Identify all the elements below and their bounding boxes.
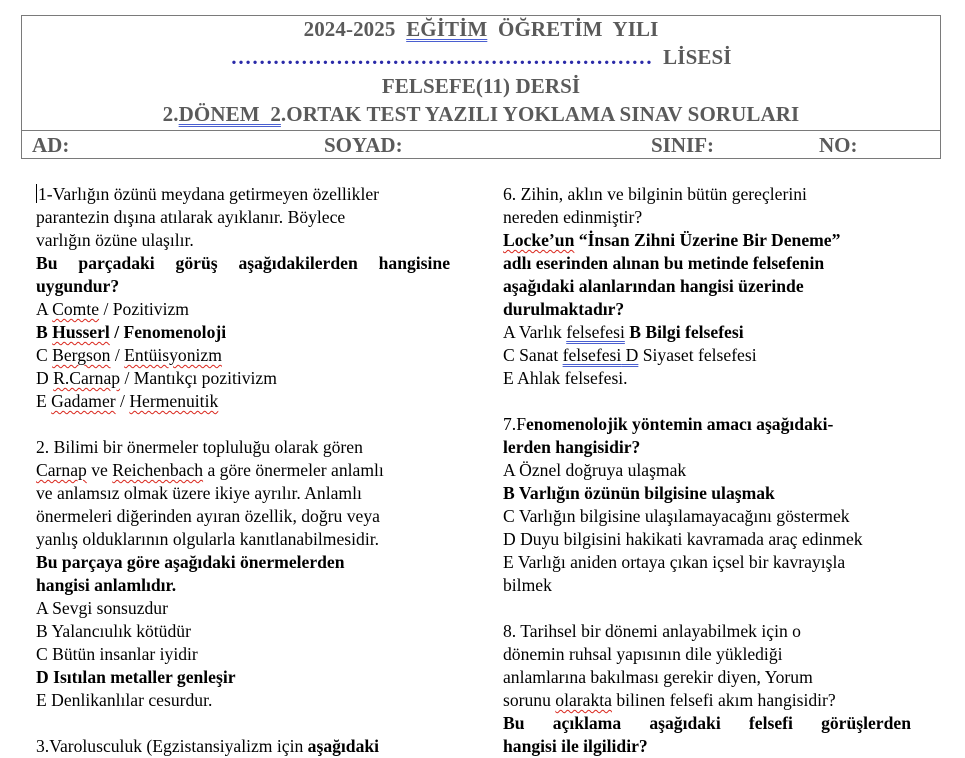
question-stem-line: durulmaktadır?: [503, 299, 625, 319]
school-suffix: LİSESİ: [652, 45, 732, 69]
header-ogretim-text: ÖĞRETİM YILI: [487, 17, 659, 41]
option-b[interactable]: B Husserl / Fenomenoloji: [36, 322, 227, 342]
question-8: [503, 620, 911, 758]
header-year-text: 2024-2025: [303, 17, 407, 41]
header-exam-line: [22, 102, 940, 127]
option-c[interactable]: C Varlığın bilgisine ulaşılamayacağını göstermek: [503, 506, 850, 526]
question-text-line: yanlış olduklarının olgularla kanıtlanabilmesidir.: [36, 529, 380, 549]
option-e-continued[interactable]: bilmek: [503, 575, 552, 595]
number-field-label[interactable]: NO:: [819, 133, 858, 157]
question-text-line: dönemin ruhsal yapısının dile yüklediği: [503, 644, 783, 664]
question-6: [503, 183, 911, 390]
question-stem-line: Bu açıklama aşağıdaki felsefi görüşlerden: [503, 713, 911, 733]
name-field-label[interactable]: AD:: [32, 133, 70, 157]
question-2: [36, 436, 450, 712]
header-school-line: [22, 45, 940, 70]
question-text-line: sorunu olarakta bilinen felsefi akım hangisidir?: [503, 690, 836, 710]
question-stem-line: adlı eserinden alınan bu metinde felsefenin: [503, 253, 825, 273]
question-stem-line: hangisi anlamlıdır.: [36, 575, 177, 595]
question-stem-line: Locke’un “İnsan Zihni Üzerine Bir Deneme”: [503, 230, 841, 250]
question-stem-line: lerden hangisidir?: [503, 437, 641, 457]
school-name-blank[interactable]: ……………………………………………………: [230, 45, 653, 69]
question-stem-line: aşağıdaki alanlarından hangisi üzerinde: [503, 276, 804, 296]
question-text-line: önermeleri diğerinden ayıran özellik, doğru veya: [36, 506, 380, 526]
question-7: [503, 413, 911, 597]
option-b[interactable]: B Yalancıulık kötüdür: [36, 621, 191, 641]
header-egitim-word: EĞİTİM: [406, 17, 488, 41]
question-text-line: 8. Tarihsel bir dönemi anlayabilmek için o: [503, 621, 801, 641]
option-e[interactable]: E Gadamer / Hermenuitik: [36, 391, 219, 411]
option-b[interactable]: B Bilgi felsefesi: [629, 322, 744, 342]
question-text-line: Carnap ve Reichenbach a göre önermeler anlamlı: [36, 460, 384, 480]
option-d[interactable]: D R.Carnap / Mantıkçı pozitivizm: [36, 368, 277, 388]
exam-title-text: .ORTAK TEST YAZILI YOKLAMA SINAV SORULARI: [280, 102, 800, 126]
spacer: [503, 597, 911, 620]
info-divider: [22, 130, 940, 131]
question-text-line: ve anlamsız olmak üzere ikiye ayrılır. Anlamlı: [36, 483, 362, 503]
question-text-line: parantezin dışına atılarak ayıklanır. Böylece: [36, 207, 346, 227]
question-text-line: anlamlarına bakılması gerekir diyen, Yorum: [503, 667, 813, 687]
option-a[interactable]: A Varlık felsefesi: [503, 322, 625, 342]
question-stem-line: hangisi ile ilgilidir?: [503, 736, 648, 756]
option-a[interactable]: A Sevgi sonsuzdur: [36, 598, 168, 618]
option-row-c-d: [503, 344, 911, 367]
exam-term-number: 2.: [162, 102, 179, 126]
question-text-line: 2. Bilimi bir önermeler topluluğu olarak gören: [36, 437, 363, 457]
class-field-label[interactable]: SINIF:: [651, 133, 715, 157]
question-text-line: nereden edinmiştir?: [503, 207, 643, 227]
option-row-a-b: [503, 321, 911, 344]
option-e[interactable]: E Denlikanlılar cesurdur.: [36, 690, 213, 710]
option-c[interactable]: C Sanat felsefesi: [503, 345, 622, 365]
right-column: [503, 183, 911, 758]
option-a[interactable]: A Öznel doğruya ulaşmak: [503, 460, 687, 480]
option-e[interactable]: E Ahlak felsefesi.: [503, 368, 628, 388]
option-c[interactable]: C Bergson / Entüisyonizm: [36, 345, 222, 365]
exam-term-word: DÖNEM 2: [178, 102, 281, 126]
question-text-line: 1-Varlığın özünü meydana getirmeyen özellikler: [38, 184, 379, 204]
option-d[interactable]: D Siyaset felsefesi: [621, 345, 757, 365]
text-cursor: [36, 184, 37, 203]
exam-header: [21, 15, 941, 159]
left-column: [36, 183, 450, 758]
question-stem-line: uygundur?: [36, 276, 120, 296]
question-stem-line: 7.Fenomenolojik yöntemin amacı aşağıdaki-: [503, 414, 834, 434]
option-a[interactable]: A Comte / Pozitivizm: [36, 299, 189, 319]
surname-field-label[interactable]: SOYAD:: [324, 133, 403, 157]
option-b[interactable]: B Varlığın özünün bilgisine ulaşmak: [503, 483, 775, 503]
header-year-line: [22, 17, 940, 42]
question-text-line: 6. Zihin, aklın ve bilginin bütün gereçlerini: [503, 184, 807, 204]
spacer: [503, 390, 911, 413]
option-c[interactable]: C Bütün insanlar iyidir: [36, 644, 198, 664]
spacer: [36, 712, 450, 735]
option-e[interactable]: E Varlığı aniden ortaya çıkan içsel bir kavrayışla: [503, 552, 846, 572]
question-stem-line: Bu parçadaki görüş aşağıdakilerden hangisine: [36, 253, 450, 273]
header-course-line: FELSEFE(11) DERSİ: [381, 74, 581, 98]
question-text-line: 3.Varolusculuk (Egzistansiyalizm için aşağıdaki: [36, 736, 380, 756]
question-text-line: varlığın özüne ulaşılır.: [36, 230, 194, 250]
question-3: [36, 735, 450, 758]
option-d[interactable]: D Duyu bilgisini hakikati kavramada araç edinmek: [503, 529, 863, 549]
question-1: [36, 183, 450, 413]
option-d[interactable]: D Isıtılan metaller genleşir: [36, 667, 236, 687]
spacer: [36, 413, 450, 436]
question-stem-line: Bu parçaya göre aşağıdaki önermelerden: [36, 552, 345, 572]
